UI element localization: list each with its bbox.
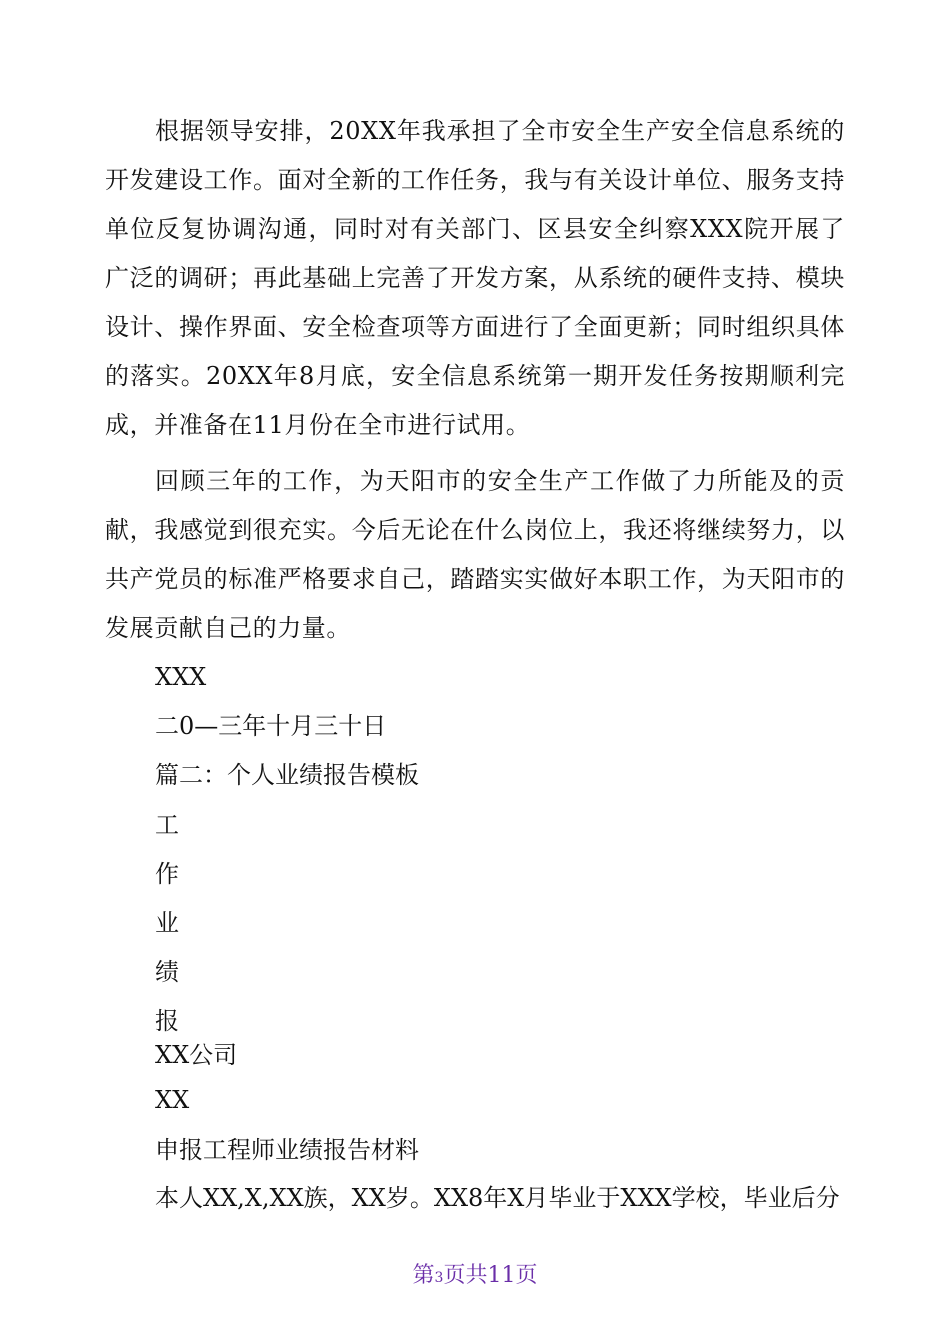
material-title: 申报工程师业绩报告材料 bbox=[155, 1136, 419, 1164]
body-paragraph-review: 回顾三年的工作，为天阳市的安全生产工作做了力所能及的贡献，我感觉到很充实。今后无论在什么岗位上，我还将继续努力，以共产党员的标准严格要求自己，踏踏实实做好本职工作，为天阳市的发展贡献自己的力量。 bbox=[105, 467, 845, 642]
footer-suffix: 页 bbox=[515, 1263, 538, 1288]
section-title: 篇二：个人业绩报告模板 bbox=[155, 761, 419, 789]
vertical-char-1: 工 bbox=[155, 811, 179, 839]
date-line: 二0—三年十月三十日 bbox=[155, 712, 387, 740]
footer-middle: 页共 bbox=[443, 1263, 488, 1288]
footer-page-number: 3 bbox=[434, 1270, 444, 1286]
page-footer bbox=[0, 1258, 950, 1289]
company-line: XX公司 bbox=[155, 1041, 238, 1069]
vertical-char-4: 绩 bbox=[155, 958, 179, 986]
footer-prefix: 第 bbox=[412, 1263, 435, 1288]
footer-total: 11 bbox=[487, 1263, 516, 1288]
body-paragraph-system-development: 根据领导安排，20XX年我承担了全市安全生产安全信息系统的开发建设工作。面对全新的工作任务，我与有关设计单位、服务支持单位反复协调沟通，同时对有关部门、区县安全纠察XXX院开展了广泛的调研；再此基础上完善了开发方案，从系统的硬件支持、模块设计、操作界面、安全检查项等方面进行了全面更新；同时组织具体的落实。20XX年8月底，安全信息系统第一期开发任务按期顺利完成，并准备在11月份在全市进行试用。 bbox=[105, 117, 845, 439]
vertical-char-3: 业 bbox=[155, 909, 179, 937]
signature: XXX bbox=[155, 663, 207, 691]
name-line: XX bbox=[155, 1086, 190, 1114]
intro-line: 本人XX,X,XX族，XX岁。XX8年X月毕业于XXX学校，毕业后分 bbox=[155, 1184, 840, 1212]
vertical-char-2: 作 bbox=[155, 860, 179, 888]
vertical-char-5: 报 bbox=[155, 1007, 179, 1035]
